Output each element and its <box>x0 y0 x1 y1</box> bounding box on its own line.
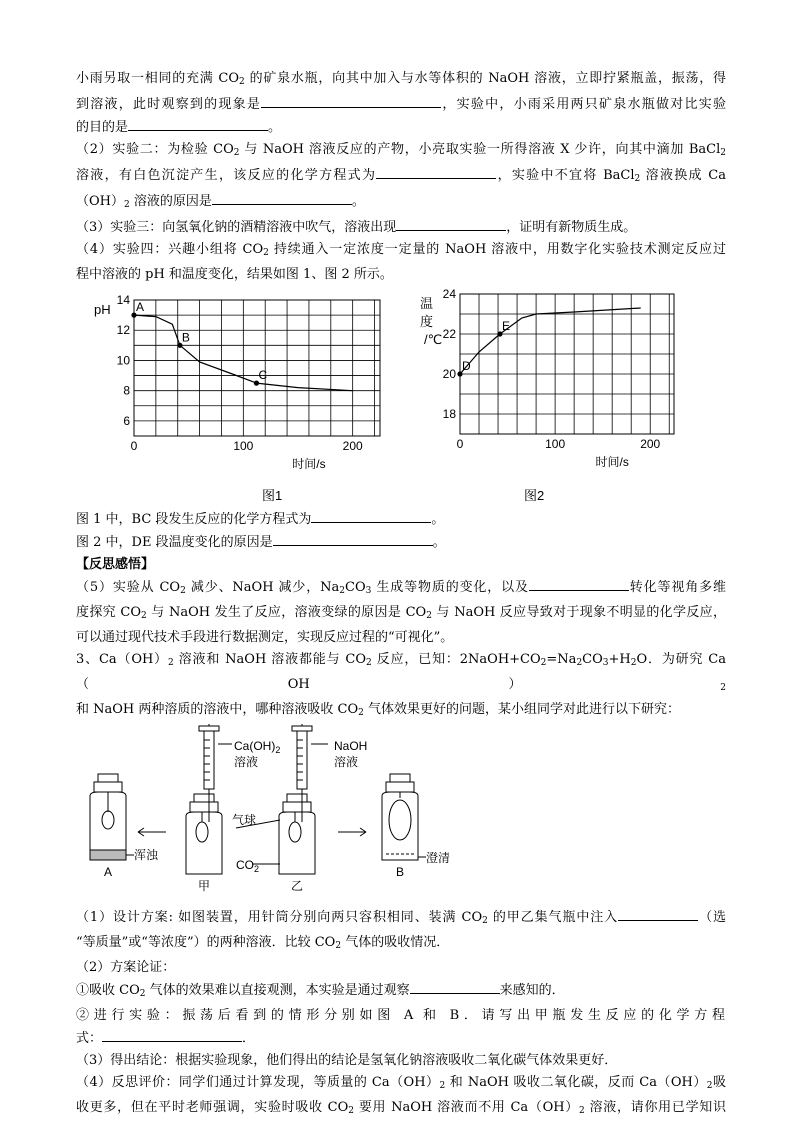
question-bc: 图 1 中，BC 段发生反应的化学方程式为 。 <box>76 508 726 531</box>
step-3: （3）得出结论：根据实验现象，他们得出的结论是氢氧化钠溶液吸收二氧化碳气体效果更好． <box>76 1053 618 1068</box>
paragraph-5-line-2: 度探究 $CO_2$ 与 NaOH 发生了反应，溶液变绿的原因是 $CO_2$ 与 NaOH 反应导致对于现象不明显的化学反应， <box>76 605 726 621</box>
step-2-2-line-2: 式： ． <box>76 1027 726 1050</box>
y-axis-label: 度 <box>420 314 434 329</box>
data-point-label: B <box>181 330 190 345</box>
paragraph-2-line-1: （2）实验二：为检验 $CO_2$ 与 NaOH 溶液反应的产物，小亮取实验一所得溶液 X 少许，向其中滴加 BaCl$_2$ <box>76 142 726 158</box>
x-tick-label: 0 <box>456 437 464 451</box>
apparatus-figure <box>76 724 726 906</box>
figures-svg <box>76 286 726 508</box>
answer-blank-de-reason[interactable] <box>273 531 433 546</box>
plot-frame <box>134 300 380 436</box>
y-tick-label: 22 <box>442 327 456 341</box>
paragraph-1-line-2: 到溶液，此时观察到的现象是 ，实验中，小雨采用两只矿泉水瓶做对比实验 <box>76 93 726 116</box>
apparatus-svg <box>76 724 726 906</box>
paragraph-5-line-1: （5）实验从 $CO_2$ 减少、NaOH 减少，$Na_2CO_3$ 生成等物质的变化，以及 转化等视角多维 <box>76 576 726 602</box>
bottle-a <box>90 774 134 860</box>
label-jia: 甲 <box>198 879 211 893</box>
naoh-label: NaOH <box>334 739 368 753</box>
step-1-line-2: “等质量”或“等浓度”）的两种溶液．比较 $CO_2$ 气体的吸收情况． <box>76 935 450 951</box>
label-b: B <box>396 865 405 879</box>
co2-label: $CO_2$ <box>236 858 260 874</box>
x-tick-label: 0 <box>130 439 138 453</box>
y-tick-label: 10 <box>116 353 130 368</box>
reflect-heading: 【反思感悟】 <box>76 557 155 572</box>
y-tick-label: 12 <box>116 323 130 338</box>
worksheet-page <box>76 68 726 1122</box>
y-tick-label: 20 <box>442 367 456 381</box>
step-2-1: ①吸收 $CO_2$ 气体的效果难以直接观测，本实验是通过观察 来感知的． <box>76 979 726 1005</box>
data-point-label: A <box>136 300 145 315</box>
y-tick-label: 6 <box>123 413 130 428</box>
clear-label: 澄清 <box>426 851 451 865</box>
balloon-label: 气球 <box>232 813 257 827</box>
plot-frame <box>460 294 674 434</box>
chart-temperature <box>420 287 674 469</box>
y-tick-label: 18 <box>442 407 456 421</box>
answer-blank-equation-bacl2[interactable] <box>376 164 496 179</box>
y-axis-label: 温 <box>420 296 434 311</box>
y-axis-label: /℃ <box>424 332 443 347</box>
arrow-right <box>338 828 366 836</box>
bottle-b <box>382 774 426 860</box>
paragraph-3: （3）实验三：向氢氧化钠的酒精溶液中吹气，溶液出现 ，证明有新物质生成。 <box>76 216 726 239</box>
step-1-line-1: （1）设计方案: 如图装置，用针筒分别向两只容积相同、装满 $CO_2$ 的甲乙集气瓶中注入 （选 <box>76 906 726 932</box>
y-tick-label: 14 <box>116 293 130 307</box>
bottle-jia <box>186 724 232 874</box>
answer-blank-reason-caoh2[interactable] <box>212 190 352 205</box>
chart-ph <box>94 293 380 471</box>
answer-blank-bc-equation[interactable] <box>311 508 431 523</box>
step-4-line-2: 收更多，但在平时老师强调，实验时吸收 $CO_2$ 要用 NaOH 溶液而不用 $Ca(OH)_2$ 溶液，请你用已学知识 <box>76 1100 726 1116</box>
figure-1-caption: 图1 <box>262 488 283 503</box>
y-tick-label: 24 <box>442 287 456 301</box>
figures-row <box>76 286 726 508</box>
figure-2-caption: 图2 <box>524 488 545 503</box>
answer-blank-conversion[interactable] <box>529 576 629 591</box>
x-tick-label: 100 <box>545 437 566 451</box>
naoh-label-2: 溶液 <box>334 755 359 769</box>
step-2: （2）方案论证： <box>76 960 176 975</box>
paragraph-5-line-3: 可以通过现代技术手段进行数据测定，实现反应过程的“可视化”。 <box>76 630 454 645</box>
data-point-label: E <box>501 319 510 333</box>
paragraph-2-line-2: 溶液，有白色沉淀产生，该反应的化学方程式为 ，实验中不宜将 BaCl$_2$ 溶液换成 Ca <box>76 164 726 190</box>
caoh2-label: $Ca(OH)_2$ <box>234 739 281 755</box>
x-tick-label: 100 <box>233 439 254 453</box>
question-de: 图 2 中，DE 段温度变化的原因是 。 <box>76 531 726 554</box>
paragraph-2-line-3: $(OH)_2$ 溶液的原因是 。 <box>76 190 726 216</box>
paragraph-4-line-1: （4）实验四：兴趣小组将 $CO_2$ 持续通入一定浓度一定量的 NaOH 溶液中，用数字化实验技术测定反应过 <box>76 242 726 258</box>
y-axis-label: pH <box>94 302 111 317</box>
data-point-label: D <box>462 359 471 373</box>
step-2-2-line-1: ②进行实验：振荡后看到的情形分别如图 A 和 B．请写出甲瓶发生反应的化学方程 <box>76 1008 726 1023</box>
paragraph-4-line-2: 程中溶液的 pH 和温度变化，结果如图 1、图 2 所示。 <box>76 267 393 282</box>
data-line <box>460 308 641 374</box>
x-tick-label: 200 <box>640 437 661 451</box>
x-tick-label: 200 <box>342 439 363 453</box>
arrow-left <box>138 828 166 836</box>
step-4-line-1: （4）反思评价：同学们通过计算发现，等质量的 $Ca(OH)_2$ 和 NaOH 吸收二氧化碳，反而 $Ca(OH)_2$吸 <box>76 1075 726 1091</box>
turbid-label: 浑浊 <box>134 848 159 862</box>
label-yi: 乙 <box>291 879 304 893</box>
answer-blank-phenomenon-3[interactable] <box>396 216 506 231</box>
data-point-label: C <box>258 368 268 383</box>
answer-blank-observation[interactable] <box>410 979 500 994</box>
question-3-line-2: 和 NaOH 两种溶质的溶液中，哪种溶液吸收 $CO_2$ 气体效果更好的问题，某小组同学对此进行以下研究： <box>76 702 680 718</box>
caoh2-label-2: 溶液 <box>234 755 259 769</box>
x-axis-label: 时间/s <box>595 455 629 469</box>
answer-blank-purpose[interactable] <box>128 116 268 131</box>
paragraph-1-line-1: 小雨另取一相同的充满 $CO_2$ 的矿泉水瓶，向其中加入与水等体积的 NaOH 溶液，立即拧紧瓶盖，振荡，得 <box>76 71 726 87</box>
answer-blank-mass-or-concentration[interactable] <box>618 906 698 921</box>
label-a: A <box>104 865 113 879</box>
answer-blank-jia-equation[interactable] <box>102 1027 242 1042</box>
question-3-line-1: 3、$Ca(OH)_2$ 溶液和 NaOH 溶液都能与 $CO_2$ 反应，已知：$2NaOH+CO_2=Na_2CO_3+H_2O$．为研究 $Ca(OH)_2$ <box>76 652 726 693</box>
y-tick-label: 8 <box>123 383 130 398</box>
answer-blank-phenomenon[interactable] <box>261 93 441 108</box>
paragraph-1-line-3: 的目的是 。 <box>76 116 726 139</box>
x-axis-label: 时间/s <box>292 457 326 471</box>
